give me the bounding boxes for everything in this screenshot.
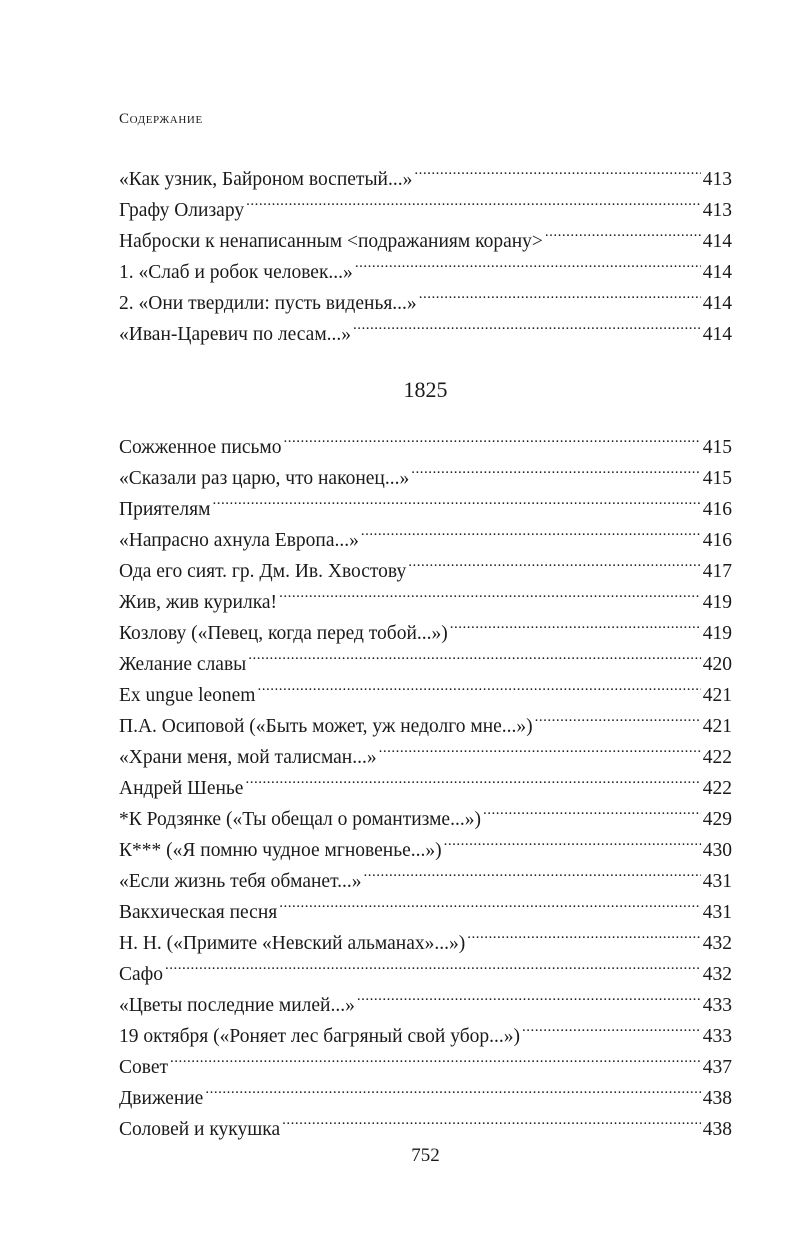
dot-leader bbox=[284, 422, 701, 453]
toc-entry[interactable] bbox=[119, 1104, 732, 1140]
toc-list-pre-1825 bbox=[119, 154, 732, 345]
toc-entry-page: 416 bbox=[702, 530, 732, 551]
toc-entry-title: «Как узник, Байроном воспетый...» bbox=[119, 169, 413, 190]
toc-entry[interactable] bbox=[119, 154, 732, 190]
toc-entry-page: 415 bbox=[702, 437, 732, 458]
dot-leader bbox=[408, 546, 701, 577]
dot-leader bbox=[419, 278, 701, 309]
dot-leader bbox=[212, 484, 700, 515]
toc-entry-page: 438 bbox=[702, 1088, 732, 1109]
dot-leader bbox=[364, 856, 701, 887]
dot-leader bbox=[545, 216, 701, 247]
toc-entry-page: 431 bbox=[702, 871, 732, 892]
toc-entry-title: «Сказали раз царю, что наконец...» bbox=[119, 468, 410, 489]
toc-entry[interactable] bbox=[119, 1073, 732, 1109]
toc-entry-title: Ex ungue leonem bbox=[119, 685, 256, 706]
dot-leader bbox=[245, 763, 700, 794]
toc-entry-page: 414 bbox=[702, 262, 732, 283]
toc-entry-page: 437 bbox=[702, 1057, 732, 1078]
toc-entry-title: Приятелям bbox=[119, 499, 211, 520]
toc-entry-page: 429 bbox=[702, 809, 732, 830]
dot-leader bbox=[248, 639, 700, 670]
toc-entry-title: Козлову («Певец, когда перед тобой...») bbox=[119, 623, 448, 644]
toc-entry[interactable] bbox=[119, 980, 732, 1016]
toc-entry-title: «Храни меня, мой талисман...» bbox=[119, 747, 377, 768]
dot-leader bbox=[444, 825, 701, 856]
toc-entry-title: «Иван-Царевич по лесам...» bbox=[119, 324, 352, 345]
toc-entry[interactable] bbox=[119, 1042, 732, 1078]
dot-leader bbox=[535, 701, 701, 732]
toc-entry-page: 438 bbox=[702, 1119, 732, 1140]
toc-entry-title: Желание славы bbox=[119, 654, 247, 675]
toc-entry-title: Наброски к ненаписанным <подражаниям корану> bbox=[119, 231, 543, 252]
dot-leader bbox=[467, 918, 701, 949]
dot-leader bbox=[357, 980, 701, 1011]
toc-entry[interactable] bbox=[119, 515, 732, 551]
toc-entry-page: 413 bbox=[702, 200, 732, 221]
toc-entry-title: Ода его сият. гр. Дм. Ив. Хвостову bbox=[119, 561, 407, 582]
toc-entry[interactable] bbox=[119, 422, 732, 458]
toc-entry-page: 419 bbox=[702, 623, 732, 644]
toc-entry-page: 421 bbox=[702, 716, 732, 737]
toc-entry-page: 432 bbox=[702, 933, 732, 954]
page-number: 752 bbox=[411, 1145, 440, 1166]
toc-entry-title: Движение bbox=[119, 1088, 204, 1109]
dot-leader bbox=[379, 732, 701, 763]
toc-entry-title: К*** («Я помню чудное мгновенье...») bbox=[119, 840, 442, 861]
toc-entry-page: 419 bbox=[702, 592, 732, 613]
toc-entry-title: Соловей и кукушка bbox=[119, 1119, 281, 1140]
dot-leader bbox=[522, 1011, 701, 1042]
toc-entry-title: *К Родзянке («Ты обещал о романтизме...») bbox=[119, 809, 481, 830]
toc-entry-page: 430 bbox=[702, 840, 732, 861]
dot-leader bbox=[450, 608, 701, 639]
dot-leader bbox=[282, 1104, 701, 1135]
toc-entry-title: Графу Олизару bbox=[119, 200, 245, 221]
toc-entry-title: Жив, жив курилка! bbox=[119, 592, 278, 613]
toc-entry-page: 433 bbox=[702, 1026, 732, 1047]
dot-leader bbox=[205, 1073, 700, 1104]
toc-entry-title: П.А. Осиповой («Быть может, уж недолго мне...») bbox=[119, 716, 533, 737]
dot-leader bbox=[279, 887, 701, 918]
toc-entry-title: «Цветы последние милей...» bbox=[119, 995, 355, 1016]
toc-entry-page: 415 bbox=[702, 468, 732, 489]
toc-entry-page: 413 bbox=[702, 169, 732, 190]
toc-entry-page: 414 bbox=[702, 231, 732, 252]
dot-leader bbox=[414, 154, 700, 185]
toc-entry-page: 416 bbox=[702, 499, 732, 520]
section-heading-year: 1825 bbox=[403, 377, 448, 402]
toc-entry-title: Н. Н. («Примите «Невский альманах»...») bbox=[119, 933, 466, 954]
toc-entry-page: 432 bbox=[702, 964, 732, 985]
dot-leader bbox=[353, 309, 701, 340]
toc-entry-title: 2. «Они твердили: пусть виденья...» bbox=[119, 293, 417, 314]
dot-leader bbox=[246, 185, 701, 216]
toc-entry-title: 19 октября («Роняет лес багряный свой убор...») bbox=[119, 1026, 521, 1047]
toc-entry-page: 414 bbox=[702, 293, 732, 314]
toc-entry-page: 431 bbox=[702, 902, 732, 923]
dot-leader bbox=[361, 515, 701, 546]
running-head: Содержание bbox=[119, 111, 203, 127]
toc-entry-page: 433 bbox=[702, 995, 732, 1016]
dot-leader bbox=[257, 670, 700, 701]
toc-entry-title: Андрей Шенье bbox=[119, 778, 244, 799]
toc-entry-title: «Если жизнь тебя обманет...» bbox=[119, 871, 362, 892]
toc-entry-title: 1. «Слаб и робок человек...» bbox=[119, 262, 353, 283]
toc-list-1825 bbox=[119, 422, 732, 1140]
dot-leader bbox=[165, 949, 701, 980]
toc-entry-page: 420 bbox=[702, 654, 732, 675]
toc-entry-title: «Напрасно ахнула Европа...» bbox=[119, 530, 359, 551]
toc-entry[interactable] bbox=[119, 949, 732, 985]
dot-leader bbox=[483, 794, 701, 825]
dot-leader bbox=[170, 1042, 701, 1073]
toc-entry-page: 417 bbox=[702, 561, 732, 582]
dot-leader bbox=[279, 577, 701, 608]
toc-entry-title: Сафо bbox=[119, 964, 164, 985]
toc-entry-page: 422 bbox=[702, 778, 732, 799]
toc-entry-title: Совет bbox=[119, 1057, 169, 1078]
dot-leader bbox=[411, 453, 701, 484]
toc-entry-page: 421 bbox=[702, 685, 732, 706]
toc-entry-page: 422 bbox=[702, 747, 732, 768]
toc-entry-title: Сожженное письмо bbox=[119, 437, 282, 458]
dot-leader bbox=[355, 247, 701, 278]
toc-entry-title: Вакхическая песня bbox=[119, 902, 278, 923]
toc-entry-page: 414 bbox=[702, 324, 732, 345]
